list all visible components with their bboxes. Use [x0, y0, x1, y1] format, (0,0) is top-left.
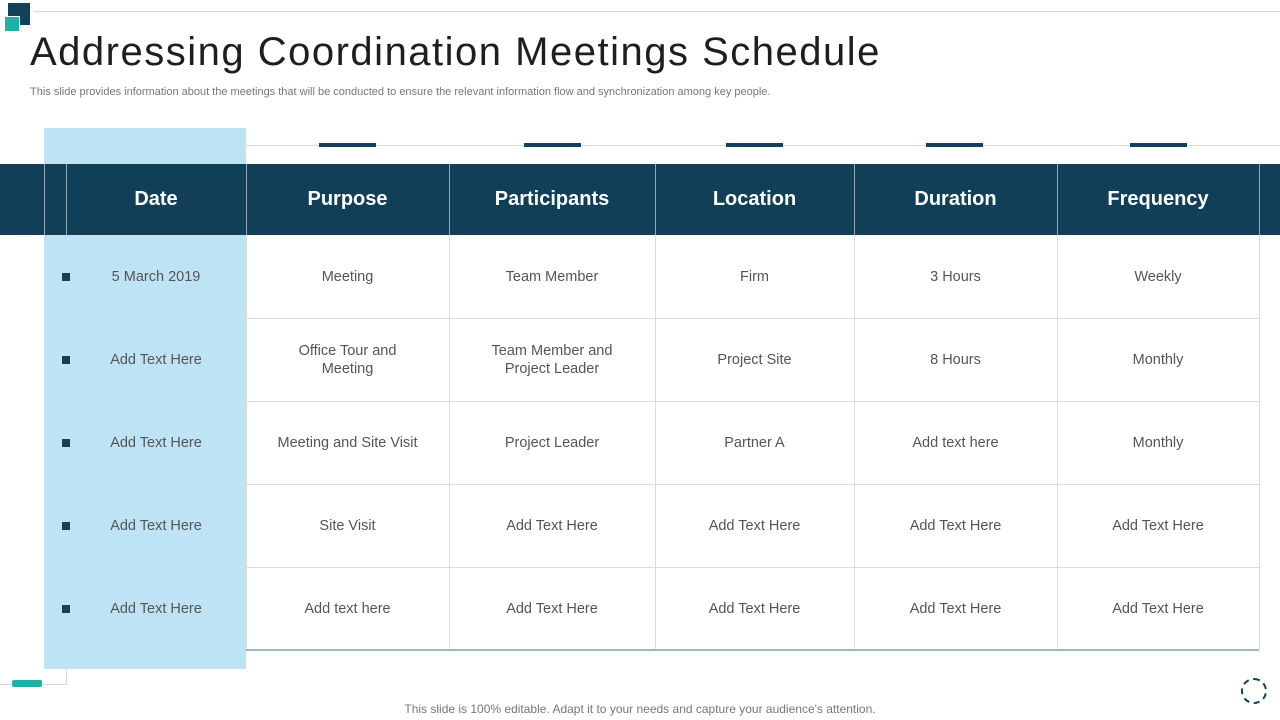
- cell-purpose: Office Tour and Meeting: [298, 342, 397, 377]
- cell-frequency: Weekly: [1134, 268, 1182, 285]
- cell-location: Add Text Here: [708, 517, 801, 534]
- header-column-divider: [1259, 164, 1260, 235]
- bottom-left-line-vertical: [66, 670, 67, 685]
- cell-frequency: Monthly: [1132, 434, 1184, 451]
- header-duration: Duration: [914, 188, 997, 210]
- cell-date: 5 March 2019: [111, 268, 201, 285]
- cell-date: Add Text Here: [110, 600, 202, 617]
- slide-title: Addressing Coordination Meetings Schedule: [30, 30, 881, 74]
- cell-participants: Team Member: [505, 268, 599, 285]
- header-dash: [1130, 143, 1187, 147]
- header-dash: [726, 143, 783, 147]
- cell-frequency: Add Text Here: [1112, 600, 1204, 617]
- cell-participants: Add Text Here: [506, 600, 598, 617]
- cell-purpose: Meeting and Site Visit: [277, 434, 418, 451]
- cell-location: Firm: [740, 268, 769, 285]
- cell-date: Add Text Here: [110, 434, 202, 451]
- cell-purpose: Site Visit: [319, 517, 376, 534]
- slide-subtitle: This slide provides information about the meetings that will be conducted to ensure the relevant information flow and synchronization among key people.: [30, 86, 771, 98]
- header-location: Location: [712, 188, 797, 210]
- corner-square-teal: [4, 16, 20, 32]
- bottom-left-teal-bar: [12, 680, 42, 687]
- cell-date: Add Text Here: [110, 351, 202, 368]
- cell-purpose: Add text here: [304, 600, 391, 617]
- cell-location: Add Text Here: [708, 600, 801, 617]
- header-participants: Participants: [494, 188, 610, 210]
- table-bottom-border: [246, 649, 1259, 651]
- header-purpose: Purpose: [307, 188, 388, 210]
- column-divider: [1259, 235, 1260, 650]
- cell-participants: Project Leader: [504, 434, 600, 451]
- header-column-divider: [44, 164, 45, 235]
- corner-circle-icon: [1241, 678, 1267, 704]
- cell-duration: Add text here: [912, 434, 999, 451]
- cell-location: Project Site: [717, 351, 792, 368]
- cell-frequency: Monthly: [1132, 351, 1184, 368]
- header-dash: [926, 143, 983, 147]
- cell-duration: 8 Hours: [930, 351, 981, 368]
- header-dash: [524, 143, 581, 147]
- header-date: Date: [134, 188, 178, 210]
- cell-purpose: Meeting: [321, 268, 374, 285]
- header-frequency: Frequency: [1107, 188, 1209, 210]
- header-dash: [319, 143, 376, 147]
- cell-date: Add Text Here: [110, 517, 202, 534]
- top-divider: [34, 11, 1280, 12]
- cell-location: Partner A: [724, 434, 785, 451]
- cell-duration: Add Text Here: [909, 517, 1002, 534]
- cell-participants: Add Text Here: [506, 517, 598, 534]
- cell-duration: 3 Hours: [930, 268, 981, 285]
- cell-participants: Team Member and Project Leader: [491, 342, 613, 377]
- cell-duration: Add Text Here: [909, 600, 1002, 617]
- cell-frequency: Add Text Here: [1112, 517, 1204, 534]
- slide-footer: This slide is 100% editable. Adapt it to your needs and capture your audience's attention.: [404, 702, 876, 716]
